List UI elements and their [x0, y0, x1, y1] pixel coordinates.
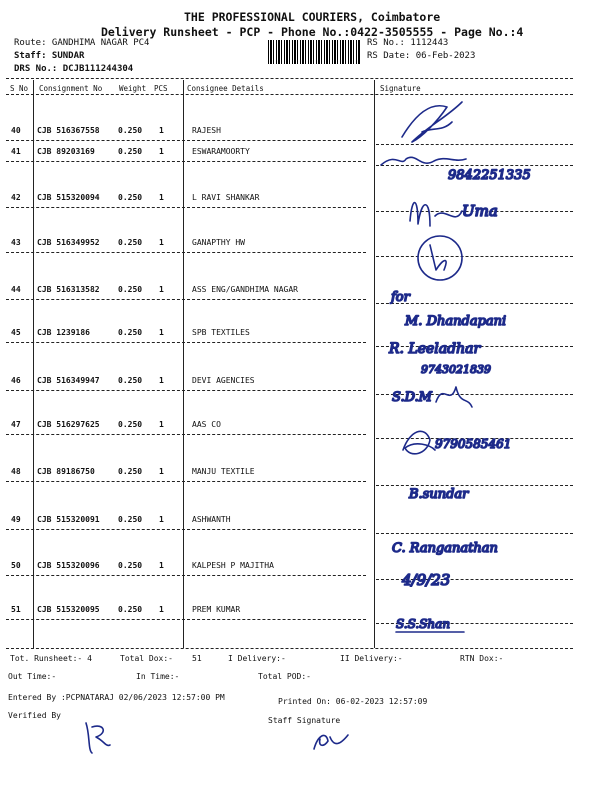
row-rule	[6, 299, 366, 300]
cell-consignment-no: CJB 89186750	[37, 467, 95, 476]
entered-by: Entered By :PCPNATARAJ 02/06/2023 12:57:00 PM	[8, 693, 225, 702]
signature-row-48	[405, 466, 525, 506]
table-header-rule	[6, 94, 573, 95]
cell-weight: 0.250	[118, 238, 143, 247]
cell-sno: 45	[11, 328, 21, 337]
signature-row-45	[385, 333, 550, 378]
cell-consignee: ASS ENG/GANDHIMA NAGAR	[192, 285, 298, 294]
signature-text: 4/9/23	[402, 571, 451, 589]
row-rule	[6, 390, 366, 391]
cell-sno: 43	[11, 238, 21, 247]
cell-consignment-no: CJB 516313582	[37, 285, 100, 294]
cell-pcs: 1	[159, 376, 164, 385]
signature-text: C. Ranganathan	[392, 541, 498, 556]
cell-weight: 0.250	[118, 376, 143, 385]
cell-sno: 41	[11, 147, 21, 156]
row-rule	[6, 619, 366, 620]
cell-consignment-no: CJB 515320094	[37, 193, 100, 202]
staff-label: Staff: SUNDAR	[14, 51, 85, 61]
cell-weight: 0.250	[118, 420, 143, 429]
cell-consignment-no: CJB 516367558	[37, 126, 100, 135]
cell-consignee: DEVI AGENCIES	[192, 376, 255, 385]
cell-weight: 0.250	[118, 467, 143, 476]
cell-weight: 0.250	[118, 515, 143, 524]
cell-consignment-no: CJB 1239186	[37, 328, 90, 337]
rs-number: RS No.: 1112443	[367, 38, 449, 48]
signature-row-47	[395, 420, 525, 465]
col-signature: Signature	[380, 84, 421, 93]
cell-weight: 0.250	[118, 605, 143, 614]
cell-sno: 48	[11, 467, 21, 476]
col-consignment: Consignment No	[39, 84, 103, 93]
col-weight: Weight	[119, 84, 147, 93]
cell-weight: 0.250	[118, 561, 143, 570]
cell-sno: 42	[11, 193, 21, 202]
row-rule	[6, 575, 366, 576]
ii-delivery: II Delivery:-	[340, 654, 403, 663]
company-title: THE PROFESSIONAL COURIERS, Coimbatore	[184, 10, 441, 24]
cell-weight: 0.250	[118, 147, 143, 156]
cell-sno: 49	[11, 515, 21, 524]
rs-date: RS Date: 06-Feb-2023	[367, 51, 476, 61]
col-pcs: PCS	[154, 84, 168, 93]
cell-pcs: 1	[159, 515, 164, 524]
signature-text: 9790585461	[435, 437, 512, 451]
cell-consignment-no: CJB 515320096	[37, 561, 100, 570]
verified-by-signature	[78, 715, 118, 755]
cell-pcs: 1	[159, 238, 164, 247]
cell-consignee: MANJU TEXTILE	[192, 467, 255, 476]
row-rule	[6, 252, 366, 253]
row-rule	[6, 342, 366, 343]
signature-text: 9842251335	[448, 168, 531, 183]
col-divider	[374, 80, 375, 648]
signature-text: Uma	[462, 202, 498, 220]
staff-signature	[308, 725, 358, 755]
signature-row-42	[400, 186, 520, 236]
verified-by: Verified By	[8, 711, 61, 720]
signature-row-43	[412, 230, 472, 285]
route-label: Route: GANDHIMA NAGAR PC4	[14, 38, 150, 48]
drs-number: DRS No.: DCJB111244304	[14, 64, 134, 74]
total-dox-value: 51	[192, 654, 202, 663]
table-top-rule	[6, 78, 573, 79]
cell-consignment-no: CJB 516349947	[37, 376, 100, 385]
cell-pcs: 1	[159, 467, 164, 476]
signature-row-41	[376, 147, 546, 187]
cell-weight: 0.250	[118, 285, 143, 294]
row-rule	[6, 481, 366, 482]
signature-rule	[376, 256, 573, 257]
row-rule	[6, 161, 366, 162]
cell-weight: 0.250	[118, 126, 143, 135]
cell-consignee: ASHWANTH	[192, 515, 231, 524]
cell-sno: 40	[11, 126, 21, 135]
signature-text: B.sundar	[409, 487, 469, 502]
cell-consignee: GANAPTHY HW	[192, 238, 245, 247]
row-rule	[6, 434, 366, 435]
cell-consignee: ESWARAMOORTY	[192, 147, 250, 156]
cell-sno: 47	[11, 420, 21, 429]
cell-consignee: RAJESH	[192, 126, 221, 135]
cell-consignee: SPB TEXTILES	[192, 328, 250, 337]
signature-row-50	[398, 557, 508, 597]
cell-sno: 44	[11, 285, 21, 294]
cell-pcs: 1	[159, 561, 164, 570]
cell-pcs: 1	[159, 285, 164, 294]
runsheet-subtitle: Delivery Runsheet - PCP - Phone No.:0422-3505555 - Page No.:4	[101, 25, 524, 39]
signature-text: 9743021839	[421, 363, 491, 376]
signature-row-46	[388, 377, 498, 417]
total-pod: Total POD:-	[258, 672, 311, 681]
cell-weight: 0.250	[118, 328, 143, 337]
row-rule	[6, 529, 366, 530]
cell-pcs: 1	[159, 605, 164, 614]
cell-consignment-no: CJB 516349952	[37, 238, 100, 247]
cell-pcs: 1	[159, 126, 164, 135]
cell-pcs: 1	[159, 193, 164, 202]
out-time: Out Time:-	[8, 672, 57, 681]
printed-on: Printed On: 06-02-2023 12:57:09	[278, 697, 428, 706]
signature-text: for	[391, 290, 410, 305]
signature-text: S.D.M	[392, 390, 432, 405]
cell-consignment-no: CJB 515320095	[37, 605, 100, 614]
cell-pcs: 1	[159, 328, 164, 337]
cell-consignee: AAS CO	[192, 420, 221, 429]
col-sno: S No	[10, 84, 29, 93]
staff-signature-label: Staff Signature	[268, 716, 341, 725]
cell-consignment-no: CJB 89203169	[37, 147, 95, 156]
cell-pcs: 1	[159, 147, 164, 156]
rtn-dox: RTN Dox:-	[460, 654, 504, 663]
cell-pcs: 1	[159, 420, 164, 429]
barcode	[268, 40, 360, 64]
cell-sno: 46	[11, 376, 21, 385]
tot-runsheet: Tot. Runsheet:- 4	[10, 654, 92, 663]
cell-consignment-no: CJB 516297625	[37, 420, 100, 429]
i-delivery: I Delivery:-	[228, 654, 286, 663]
signature-row-44	[385, 283, 545, 333]
signature-row-40	[392, 92, 472, 152]
total-dox-label: Total Dox:-	[120, 654, 173, 663]
cell-consignee: PREM KUMAR	[192, 605, 241, 614]
signature-text: M. Dhandapani	[405, 314, 507, 329]
cell-consignee: KALPESH P MAJITHA	[192, 561, 274, 570]
row-rule	[6, 207, 366, 208]
col-divider	[33, 80, 34, 648]
cell-consignee: L RAVI SHANKAR	[192, 193, 260, 202]
cell-sno: 51	[11, 605, 21, 614]
signature-text: S.S.Shan	[396, 617, 451, 631]
col-divider	[183, 80, 184, 648]
in-time: In Time:-	[136, 672, 180, 681]
cell-sno: 50	[11, 561, 21, 570]
cell-consignment-no: CJB 515320091	[37, 515, 100, 524]
footer-top-rule	[6, 648, 573, 649]
signature-text: R. Leeladhar	[389, 341, 481, 357]
signature-row-51	[394, 608, 474, 638]
row-rule	[6, 140, 366, 141]
cell-weight: 0.250	[118, 193, 143, 202]
col-consignee: Consignee Details	[187, 84, 264, 93]
